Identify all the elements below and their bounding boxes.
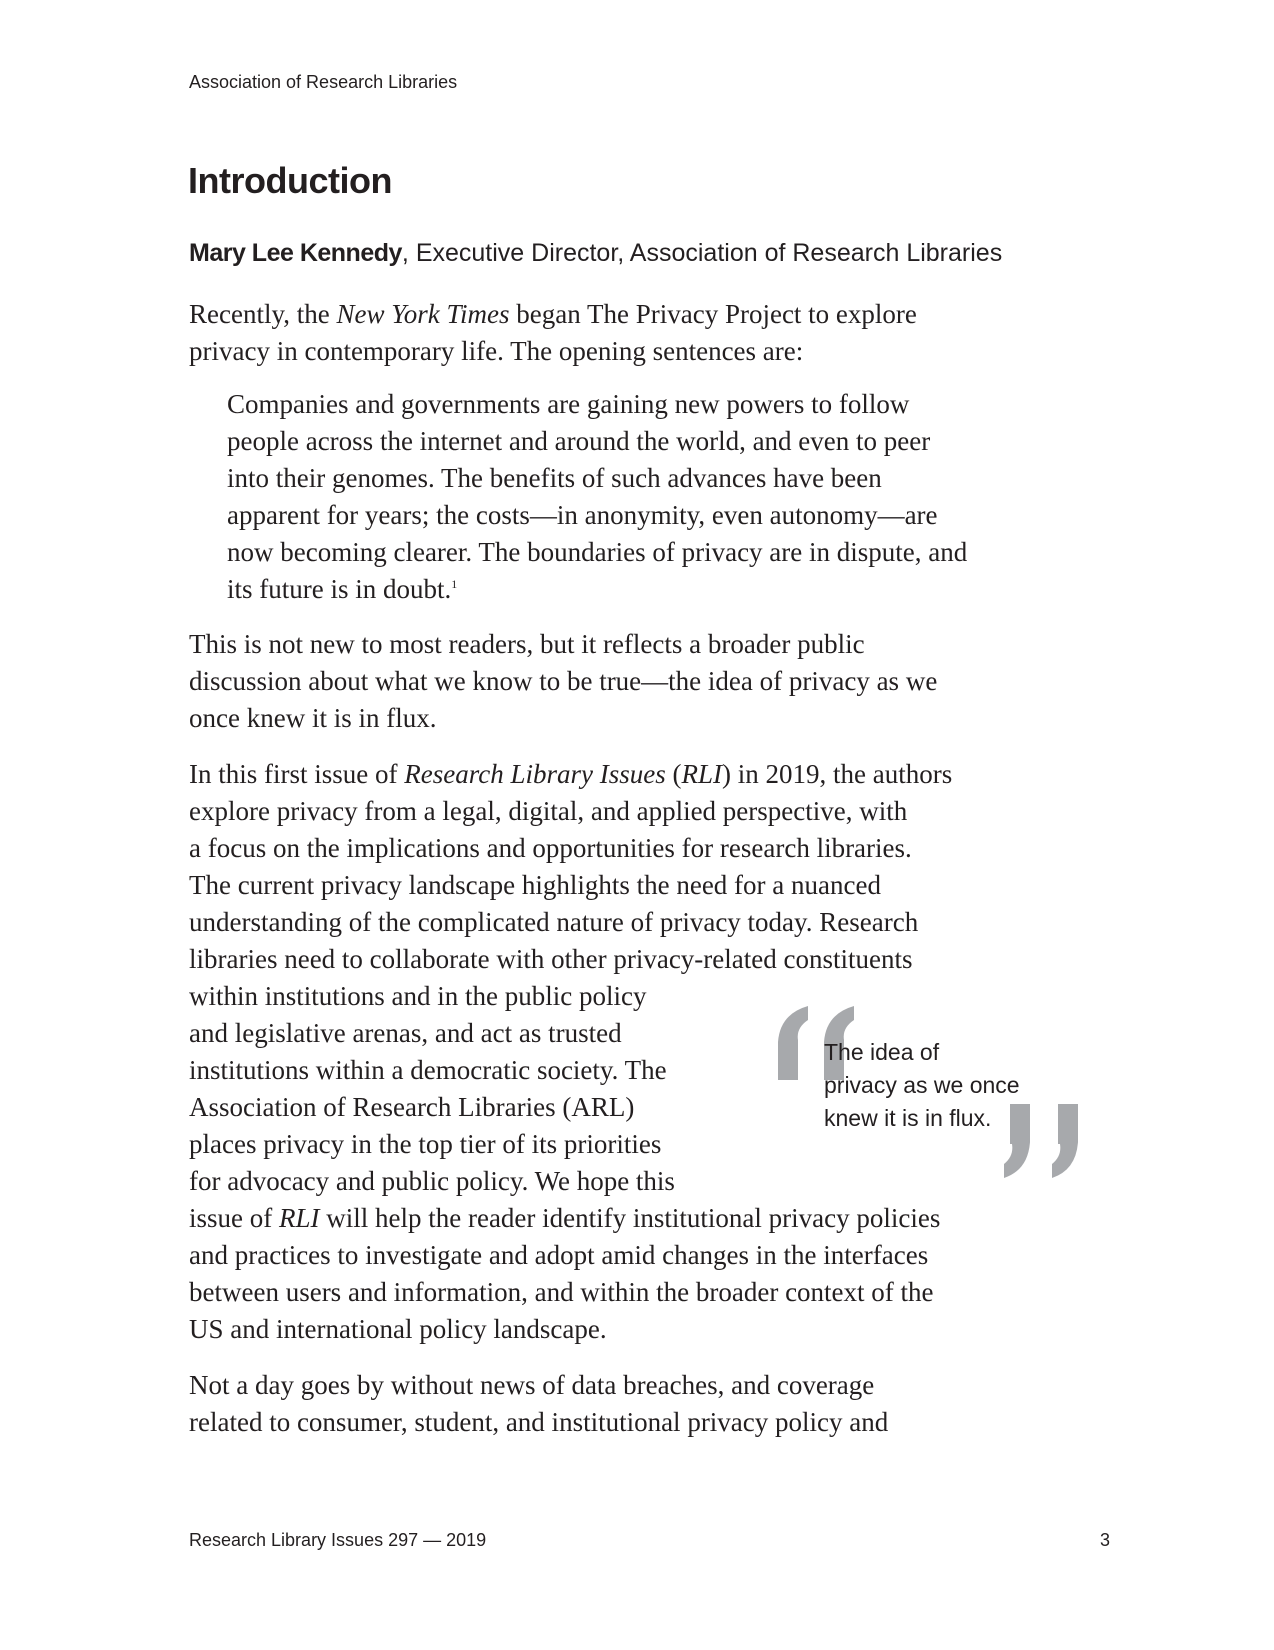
text-line: institutions within a democratic society. The [189, 1055, 667, 1085]
text-line: and practices to investigate and adopt amid changes in the interfaces [189, 1240, 929, 1270]
text-line [189, 761, 952, 788]
text-line: US and international policy landscape. [189, 1314, 607, 1344]
quote-line: people across the internet and around the world, and even to peer [227, 426, 931, 456]
text: Recently, the [189, 299, 337, 329]
text-line: and legislative arenas, and act as trusted [189, 1018, 622, 1048]
byline [189, 239, 1002, 268]
publication-title: Research Library Issues [404, 759, 666, 789]
running-head: Association of Research Libraries [189, 72, 458, 92]
pull-quote-line: privacy as we once [824, 1072, 1020, 1098]
footnote-ref[interactable]: 1 [451, 577, 458, 591]
footer-publication: Research Library Issues 297 — 2019 [189, 1530, 487, 1550]
publication-abbrev: RLI [681, 759, 722, 789]
pull-quote-line: The idea of [824, 1039, 940, 1065]
page-number: 3 [1100, 1530, 1111, 1550]
text-line: for advocacy and public policy. We hope this [189, 1166, 675, 1196]
quote-line: now becoming clearer. The boundaries of privacy are in dispute, and [227, 537, 968, 567]
close-quote-mark-icon [1000, 1098, 1090, 1188]
text-line: between users and information, and within the broader context of the [189, 1277, 934, 1307]
text-line: explore privacy from a legal, digital, and applied perspective, with [189, 796, 908, 826]
text: ) in 2019, the authors [721, 759, 953, 789]
text-line: a focus on the implications and opportunities for research libraries. [189, 833, 912, 863]
text-line: This is not new to most readers, but it reflects a broader public [189, 629, 865, 659]
quote-line: apparent for years; the costs—in anonymity, even autonomy—are [227, 500, 938, 530]
text-line: Not a day goes by without news of data breaches, and coverage [189, 1370, 875, 1400]
text-line: understanding of the complicated nature of privacy today. Research [189, 907, 919, 937]
quote-line: into their genomes. The benefits of such advances have been [227, 463, 882, 493]
publication-abbrev: RLI [279, 1203, 320, 1233]
text-line: within institutions and in the public policy [189, 981, 647, 1011]
text-line [189, 301, 917, 328]
text-line: libraries need to collaborate with other privacy-related constituents [189, 944, 913, 974]
text-line: The current privacy landscape highlights the need for a nuanced [189, 870, 881, 900]
text: ( [665, 759, 682, 789]
text-line: Association of Research Libraries (ARL) [189, 1092, 635, 1122]
text-line [189, 1205, 940, 1232]
text: issue of [189, 1203, 279, 1233]
pull-quote-line: knew it is in flux. [824, 1105, 992, 1131]
text: will help the reader identify institutional privacy policies [319, 1203, 941, 1233]
page-title: Introduction [188, 160, 392, 201]
text-line: places privacy in the top tier of its priorities [189, 1129, 662, 1159]
author-name: Mary Lee Kennedy [189, 239, 402, 267]
quote-line [227, 576, 457, 603]
text-line: privacy in contemporary life. The opening sentences are: [189, 336, 804, 366]
text: In this first issue of [189, 759, 405, 789]
pull-quote-text [824, 1036, 1020, 1135]
text-line: related to consumer, student, and institutional privacy policy and [189, 1407, 889, 1437]
author-role: , Executive Director, Association of Research Libraries [401, 239, 1003, 267]
text-line: once knew it is in flux. [189, 703, 437, 733]
publication-title: New York Times [336, 299, 510, 329]
quote-line: Companies and governments are gaining new powers to follow [227, 389, 910, 419]
text: its future is in doubt. [227, 574, 452, 604]
text: began The Privacy Project to explore [509, 299, 917, 329]
text-line: discussion about what we know to be true—the idea of privacy as we [189, 666, 938, 696]
